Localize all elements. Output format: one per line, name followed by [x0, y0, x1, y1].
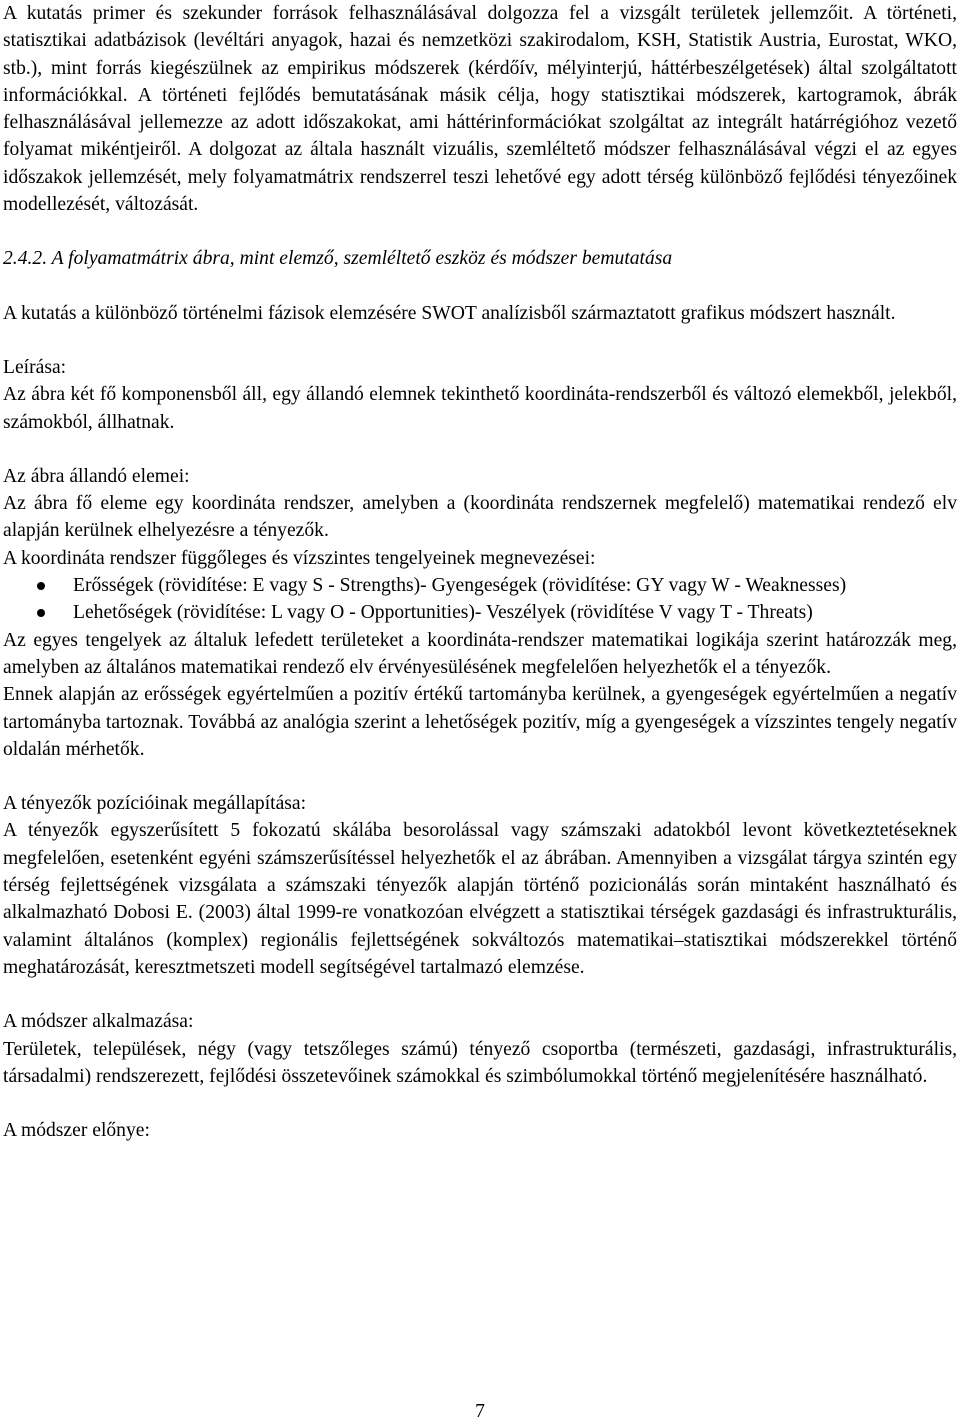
- page-number: 7: [475, 1401, 485, 1422]
- bullet-dot-icon: [37, 609, 45, 617]
- section-heading: 2.4.2. A folyamatmátrix ábra, mint elemző, szemléltető eszköz és módszer bemutatása: [3, 248, 673, 270]
- tengely-intro: A koordináta rendszer függőleges és vízszintes tengelyeinek megnevezései:: [3, 547, 596, 569]
- intro-paragraph: A kutatás primer és szekunder források felhasználásával dolgozza fel a vizsgált területek jellemzőit. A történeti, statisztikai adatbázisok (levéltári anyagok, hazai és nemzetközi szakirodalom, KSH, Statistik Austria, Eurostat, WKO, stb.), mint forrás kiegészülnek az empirikus módszerek (kérdőív, mélyinterjú, háttérbeszélgetések) által szolgáltatott információkkal. A történeti fejlődés bemutatásának másik célja, hogy statisztikai módszerek, kartogramok, ábrák felhasználásával jellemezze az adott időszakokat, ami háttérinformációkat szolgáltat az integrált határrégióhoz vezető folyamat mikéntjeiről. A dolgozat az általa használt vizuális, szemléltető módszer felhasználásával végzi el az egyes időszakok jellemzését, mely folyamatmátrix rendszerrel teszi lehetővé egy adott térség különböző fejlődési tényezőinek modellezését, változását.: [3, 3, 957, 216]
- bullet-item: [3, 599, 957, 626]
- alkalmazas-paragraph: Területek, települések, négy (vagy tetszőleges számú) tényező csoportba (természeti, gazdasági, infrastrukturális, társadalmi) rendszerezett, fejlődési összetevőinek számokkal és szimbólumokkal történő megjelenítésére használható.: [3, 1038, 957, 1087]
- allando-paragraph: Az ábra fő eleme egy koordináta rendszer, amelyben a (koordináta rendszernek megfelelő) matematikai rendező elv alapján kerülnek elhelyezésre a tényezők.: [3, 493, 957, 542]
- pozicio-label: A tényezők pozícióinak megállapítása:: [3, 793, 307, 815]
- tengely-paragraph: Az egyes tengelyek az általuk lefedett területeket a koordináta-rendszer matematikai logikája szerint határozzák meg, amelyben az általános matematikai rendező elv érvényesülésének megfelelően helyezhetők el a tényezők.: [3, 629, 957, 678]
- axis-bullet-list: [3, 572, 957, 627]
- elonye-label: A módszer előnye:: [3, 1120, 150, 1142]
- bullet-dot-icon: [37, 582, 45, 590]
- allando-label: Az ábra állandó elemei:: [3, 465, 190, 487]
- document-page: [3, 0, 957, 1144]
- ennek-paragraph: Ennek alapján az erősségek egyértelműen a pozitív értékű tartományba kerülnek, a gyengeségek egyértelműen a negatív tartományba tartoznak. Továbbá az analógia szerint a lehetőségek pozitív, míg a gyengeségek a vízszintes tengely negatív oldalán mérhetők.: [3, 684, 957, 760]
- bullet-item: [3, 572, 957, 599]
- bullet-text: Lehetőségek (rövidítése: L vagy O - Opportunities)- Veszélyek (rövidítése V vagy T - Threats): [73, 602, 813, 624]
- swot-paragraph: A kutatás a különböző történelmi fázisok elemzésére SWOT analízisből származtatott grafikus módszert használt.: [3, 302, 896, 324]
- leiras-paragraph: Az ábra két fő komponensből áll, egy állandó elemnek tekinthető koordináta-rendszerből és változó elemekből, jelekből, számokból, állhatnak.: [3, 384, 957, 433]
- bullet-text: Erősségek (rövidítése: E vagy S - Strengths)- Gyengeségek (rövidítése: GY vagy W - Weaknesses): [73, 575, 847, 597]
- leiras-label: Leírása:: [3, 356, 67, 378]
- alkalmazas-label: A módszer alkalmazása:: [3, 1011, 194, 1033]
- pozicio-paragraph: A tényezők egyszerűsített 5 fokozatú skálába besorolással vagy számszaki adatokból levont következtetéseknek megfelelően, esetenként egyéni számszerűsítéssel helyezhetők el az ábrában. Amennyiben a vizsgálat tárgya szintén egy térség fejlettségének vizsgálata a számszaki tényezők alapján történő pozicionálás során mintaként használható és alkalmazható Dobosi E. (2003) által 1999-re vonatkozóan elvégzett a statisztikai térségek gazdasági és infrastrukturális, valamint általános (komplex) regionális fejlettségének sokváltozós matematikai–statisztikai módszerekkel történő meghatározását, keresztmetszeti modell segítségével tartalmazó elemzése.: [3, 820, 957, 978]
